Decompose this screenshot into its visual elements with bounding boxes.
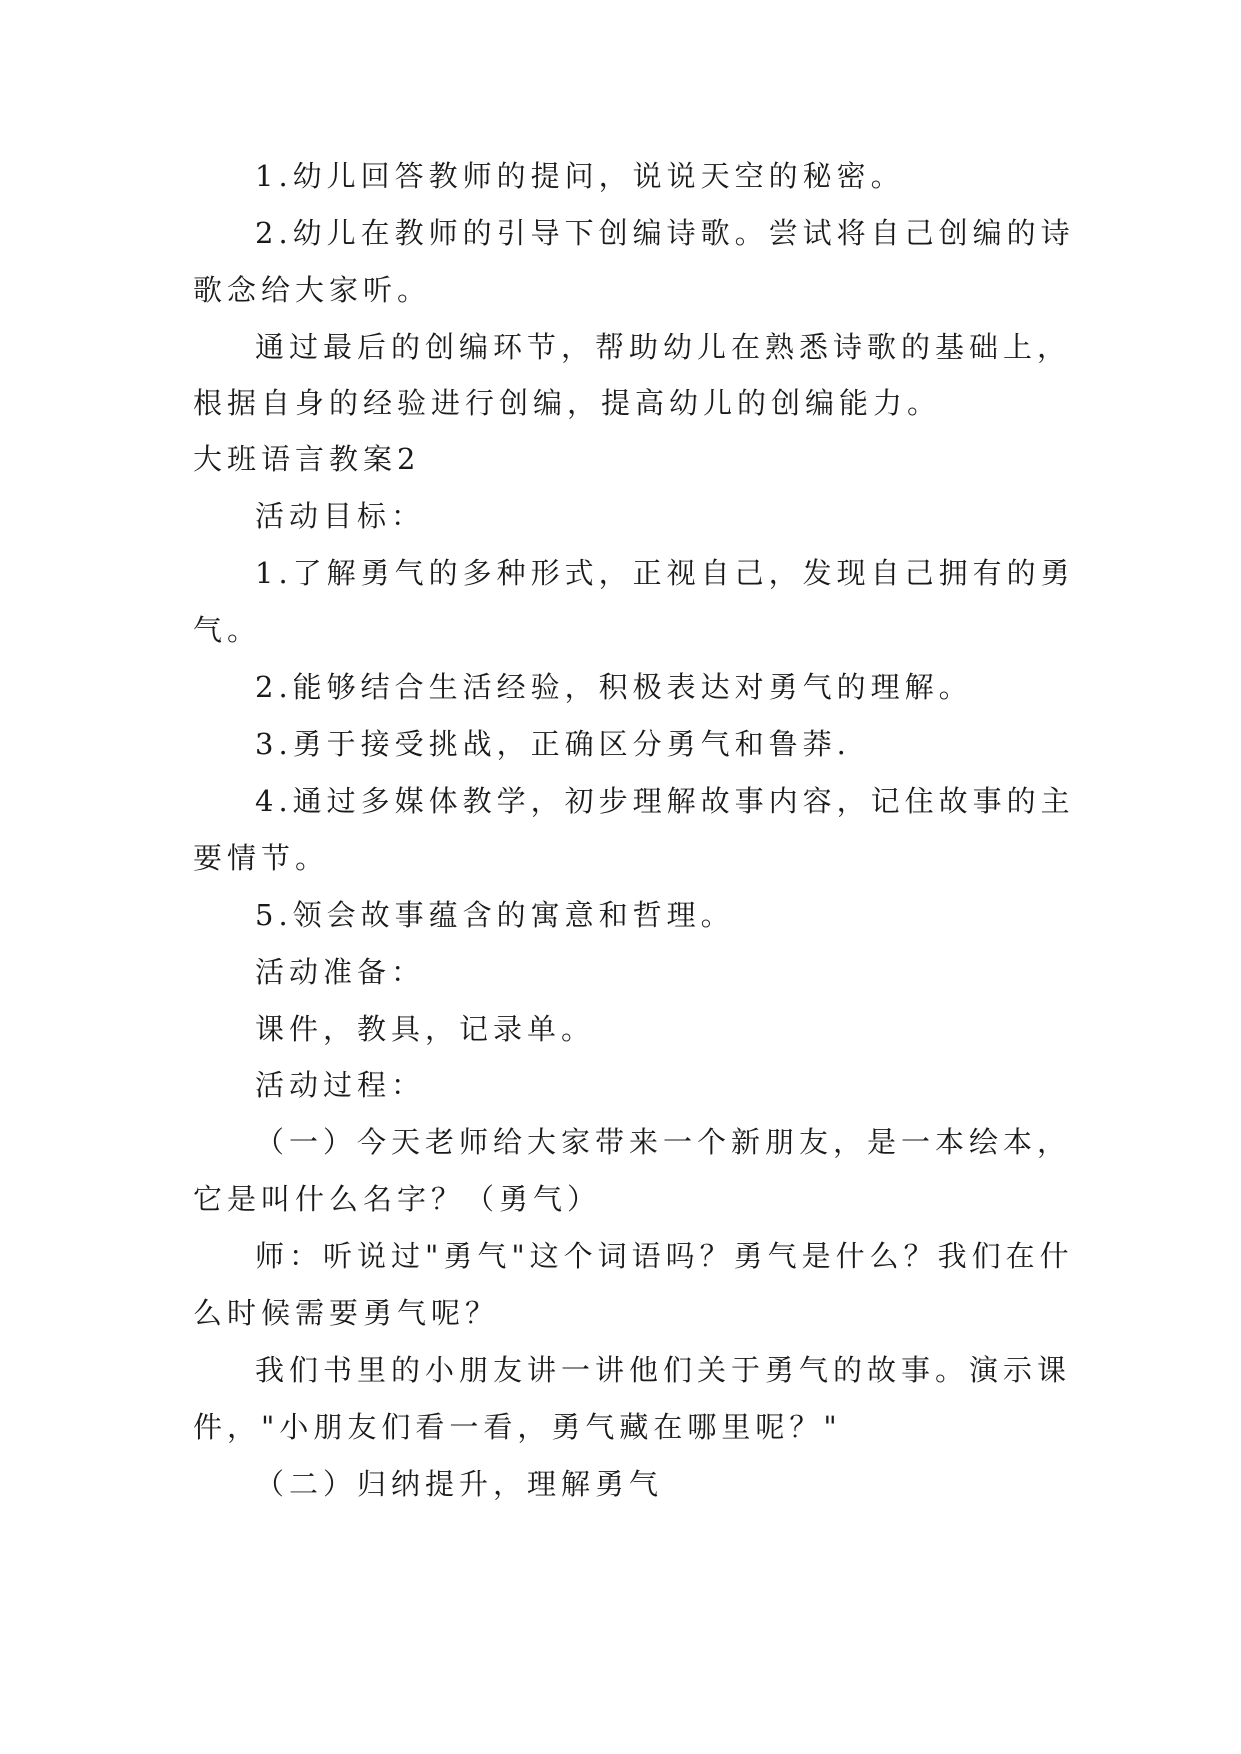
paragraph-line: 活动准备： bbox=[255, 955, 426, 989]
paragraph-line: 么时候需要勇气呢？ bbox=[193, 1296, 500, 1330]
paragraph-line: 2.能够结合生活经验，积极表达对勇气的理解。 bbox=[255, 670, 973, 704]
paragraph-line: 1.了解勇气的多种形式，正视自己，发现自己拥有的勇 bbox=[255, 556, 1075, 590]
paragraph-line: （二）归纳提升，理解勇气 bbox=[255, 1467, 664, 1501]
paragraph-line: 2.幼儿在教师的引导下创编诗歌。尝试将自己创编的诗 bbox=[255, 216, 1075, 250]
paragraph-line: 我们书里的小朋友讲一讲他们关于勇气的故事。演示课 bbox=[255, 1353, 1072, 1387]
paragraph-line: 根据自身的经验进行创编，提高幼儿的创编能力。 bbox=[193, 386, 942, 420]
paragraph-line: 5.领会故事蕴含的寓意和哲理。 bbox=[255, 898, 735, 932]
paragraph-line: 通过最后的创编环节，帮助幼儿在熟悉诗歌的基础上， bbox=[255, 330, 1072, 364]
paragraph-line: 气。 bbox=[193, 613, 262, 647]
section-heading: 大班语言教案2 bbox=[193, 442, 421, 476]
paragraph-line: 活动目标： bbox=[255, 499, 426, 533]
paragraph-line: 师：听说过"勇气"这个词语吗？勇气是什么？我们在什 bbox=[255, 1239, 1074, 1273]
paragraph-line: 4.通过多媒体教学，初步理解故事内容，记住故事的主 bbox=[255, 784, 1075, 818]
paragraph-line: （一）今天老师给大家带来一个新朋友，是一本绘本， bbox=[255, 1125, 1072, 1159]
paragraph-line: 课件，教具，记录单。 bbox=[255, 1012, 596, 1046]
paragraph-line: 1.幼儿回答教师的提问，说说天空的秘密。 bbox=[255, 159, 905, 193]
paragraph-line: 活动过程： bbox=[255, 1068, 426, 1102]
paragraph-line: 它是叫什么名字？（勇气） bbox=[193, 1182, 602, 1216]
paragraph-line: 歌念给大家听。 bbox=[193, 273, 432, 307]
paragraph-line: 要情节。 bbox=[193, 841, 330, 875]
paragraph-line: 件，"小朋友们看一看，勇气藏在哪里呢？" bbox=[193, 1410, 842, 1444]
paragraph-line: 3.勇于接受挑战，正确区分勇气和鲁莽. bbox=[255, 727, 851, 761]
